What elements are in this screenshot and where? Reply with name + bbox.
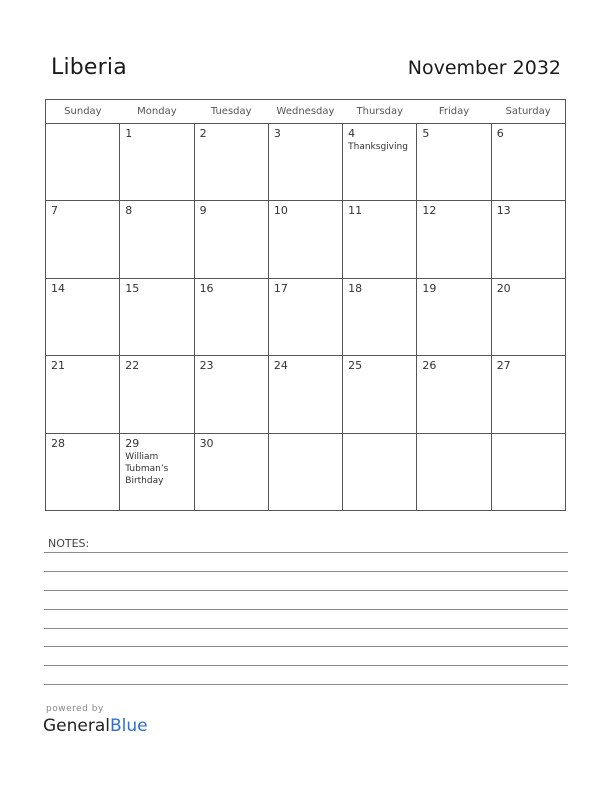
weekday-wednesday: Wednesday (268, 100, 342, 124)
day-number: 5 (422, 127, 430, 140)
day-cell (491, 278, 565, 355)
day-number: 15 (125, 281, 140, 295)
day-number: 24 (273, 359, 288, 373)
day-cell (343, 433, 417, 510)
notes-line (44, 684, 568, 685)
day-cell (343, 356, 417, 433)
day-number: 29 (125, 436, 140, 450)
day-cell (120, 278, 194, 355)
day-cell (268, 356, 342, 433)
day-cell (491, 433, 565, 510)
brand-general-text: General (43, 716, 110, 736)
day-cell (343, 278, 417, 355)
day-number: 16 (199, 281, 214, 295)
day-number: 13 (496, 204, 511, 218)
day-cell (268, 201, 342, 278)
day-number: 25 (348, 359, 363, 373)
week-row (46, 356, 566, 433)
day-cell (46, 278, 120, 355)
day-cell (194, 278, 268, 355)
day-number: 26 (422, 359, 437, 373)
day-cell (194, 124, 268, 201)
day-number: 21 (51, 359, 65, 373)
day-number: 23 (199, 359, 214, 373)
week-row (46, 278, 566, 355)
notes-line (44, 609, 568, 610)
day-number: 1 (125, 127, 133, 140)
weekday-tuesday: Tuesday (194, 100, 268, 124)
day-cell (46, 433, 120, 510)
weekday-sunday: Sunday (46, 100, 120, 124)
day-cell (46, 124, 120, 201)
day-cell (343, 201, 417, 278)
day-number: 28 (51, 436, 65, 450)
day-number: 11 (348, 204, 363, 218)
week-row (46, 124, 566, 201)
powered-by-text: powered by (46, 704, 104, 714)
day-number: 19 (422, 281, 437, 295)
day-number: 3 (273, 127, 281, 140)
day-number: 8 (125, 204, 133, 218)
notes-line (44, 571, 568, 572)
day-cell (417, 356, 491, 433)
holiday-label: Thanksgiving (348, 142, 408, 152)
day-cell (491, 124, 565, 201)
week-row (46, 201, 566, 278)
day-number: 9 (199, 204, 207, 218)
holiday-label: William Tubman’s Birthday (125, 451, 169, 486)
day-cell (417, 278, 491, 355)
notes-line (44, 590, 568, 591)
day-number: 14 (51, 281, 65, 295)
day-cell (417, 201, 491, 278)
day-cell (46, 356, 120, 433)
notes-line (44, 646, 568, 647)
weekday-saturday: Saturday (491, 100, 565, 124)
day-number: 18 (348, 281, 363, 295)
country-title: Liberia (51, 55, 127, 80)
notes-label: NOTES: (48, 537, 90, 550)
calendar-grid (45, 99, 566, 511)
day-number: 12 (422, 204, 437, 218)
weekday-friday: Friday (417, 100, 491, 124)
day-cell (491, 201, 565, 278)
day-cell (120, 356, 194, 433)
weekday-header-row (46, 100, 566, 124)
day-number: 17 (273, 281, 288, 295)
day-cell (194, 356, 268, 433)
day-cell (194, 201, 268, 278)
day-number: 27 (496, 359, 511, 373)
day-cell (491, 356, 565, 433)
day-cell (120, 201, 194, 278)
notes-line (44, 665, 568, 666)
week-row (46, 433, 566, 510)
day-number: 6 (496, 127, 504, 140)
day-number: 22 (125, 359, 140, 373)
generalblue-logo (43, 716, 148, 736)
day-cell (417, 124, 491, 201)
day-cell (120, 124, 194, 201)
month-year-title: November 2032 (407, 57, 561, 79)
day-cell (343, 124, 417, 201)
day-cell (268, 124, 342, 201)
day-cell (268, 278, 342, 355)
day-number: 20 (496, 281, 511, 295)
day-cell (417, 433, 491, 510)
day-cell (194, 433, 268, 510)
day-number: 30 (199, 436, 214, 450)
day-cell (120, 433, 194, 510)
weekday-thursday: Thursday (343, 100, 417, 124)
day-number: 2 (199, 127, 207, 140)
day-number: 10 (273, 204, 288, 218)
notes-line (44, 552, 568, 553)
day-number: 7 (51, 204, 58, 218)
day-number: 4 (348, 127, 356, 140)
brand-blue-text: Blue (110, 716, 148, 736)
day-cell (268, 433, 342, 510)
notes-line (44, 628, 568, 629)
day-cell (46, 201, 120, 278)
weekday-monday: Monday (120, 100, 194, 124)
